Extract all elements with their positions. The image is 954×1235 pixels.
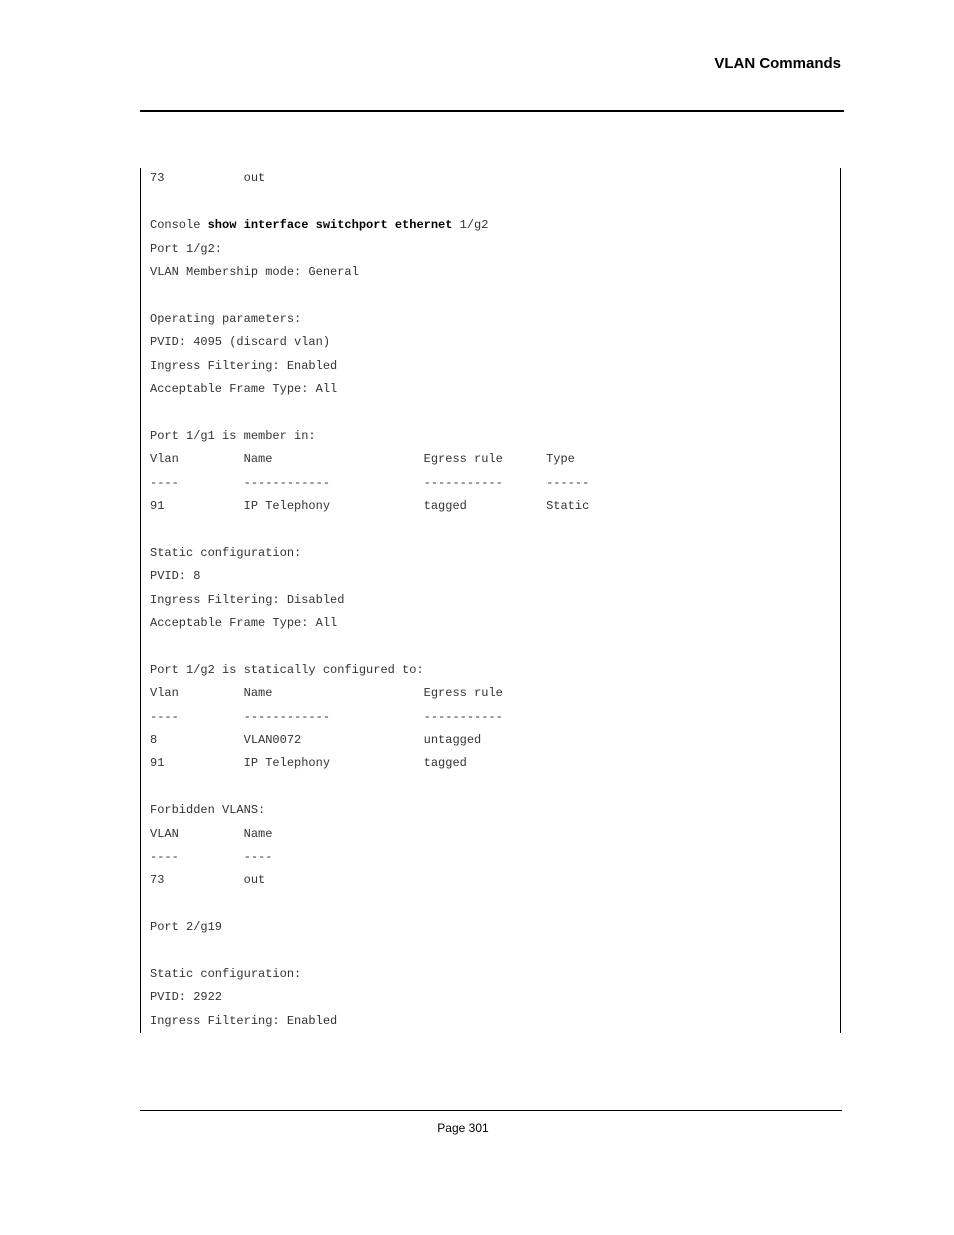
command-line [150,214,488,237]
code-line: ---- ---- [150,850,273,864]
command-keyword: show interface switchport ethernet [207,218,453,232]
code-line: Ingress Filtering: Enabled [150,1013,338,1028]
code-line: Ingress Filtering: Enabled [150,358,338,373]
code-line: 91 IP Telephony tagged Static [150,499,590,513]
code-line: 73 out [150,873,266,888]
code-line: Vlan Name Egress rule Type [150,452,575,467]
code-line: Port 1/g1 is member in: [150,428,316,443]
code-line: Forbidden VLANS: [150,803,266,818]
code-line: Port 2/g19 [150,920,223,935]
command-argument: 1/g2 [452,218,489,232]
code-line: Ingress Filtering: Disabled [150,592,345,607]
footer-rule [140,1110,842,1111]
code-line: 73 out [150,171,266,186]
code-line: VLAN Name [150,826,273,841]
code-line: Vlan Name Egress rule [150,686,503,701]
code-line: Acceptable Frame Type: All [150,616,338,630]
code-line: ---- ------------ ----------- ------ [150,475,590,490]
code-line: 91 IP Telephony tagged [150,756,467,771]
code-line: PVID: 8 [150,569,201,584]
code-line: 8 VLAN0072 untagged [150,733,482,747]
code-line: Port 1/g2 is statically configured to: [150,662,424,677]
header-rule [140,110,844,112]
code-line: VLAN Membership mode: General [150,265,359,279]
code-line: PVID: 2922 [150,990,223,1005]
code-line: Port 1/g2: [150,241,223,256]
code-line: Operating parameters: [150,311,302,326]
code-line: PVID: 4095 (discard vlan) [150,335,331,350]
page-number: Page 301 [437,1121,489,1135]
code-line: Acceptable Frame Type: All [150,382,338,396]
code-line: Static configuration: [150,967,302,981]
code-line: Static configuration: [150,545,302,560]
command-prompt: Console [150,218,208,232]
code-line: ---- ------------ ----------- [150,709,503,724]
page-header-title: VLAN Commands [714,55,841,72]
